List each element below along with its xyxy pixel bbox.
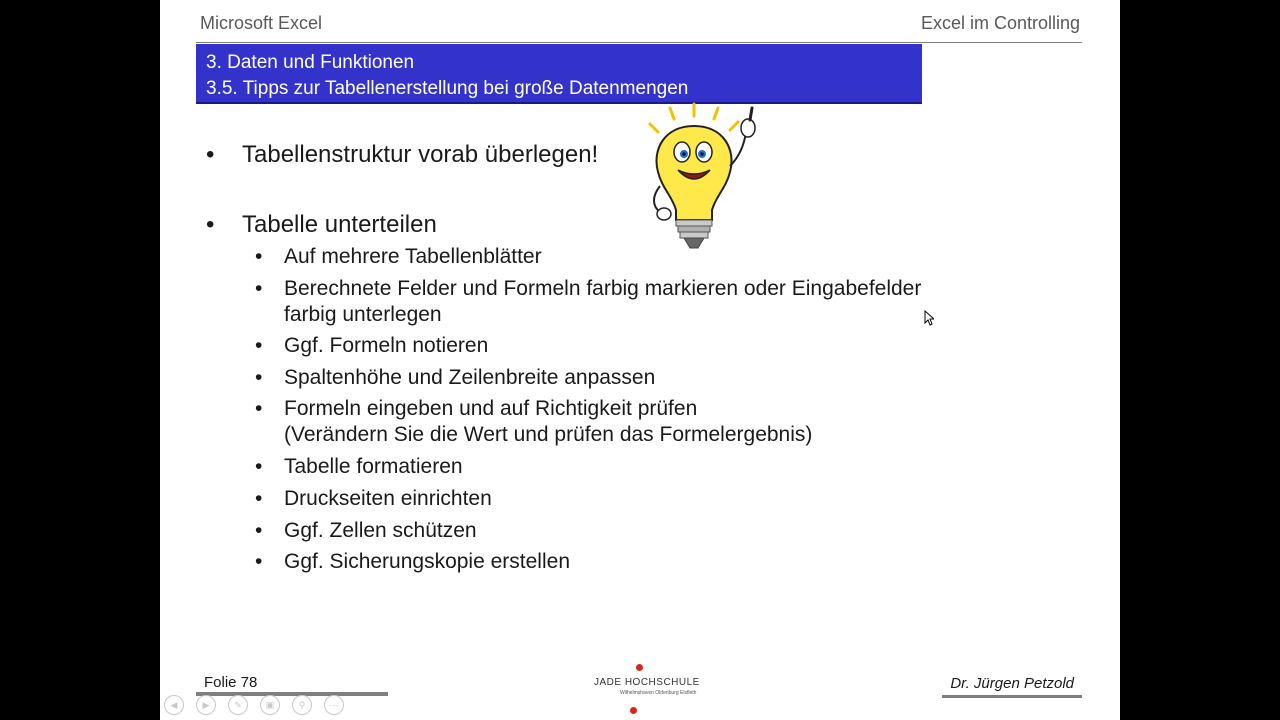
sub-bullet-text: Ggf. Formeln notieren: [284, 334, 489, 357]
slides-icon[interactable]: ▣: [260, 695, 280, 715]
header-right: Excel im Controlling: [920, 13, 1080, 33]
footer-left-divider: [196, 692, 388, 696]
bullet-dot: •: [255, 397, 263, 420]
bullet-dot: •: [255, 334, 263, 357]
header-divider: [196, 42, 1082, 43]
bullet-dot: •: [255, 366, 263, 389]
title-line-1: 3. Daten und Funktionen: [206, 52, 415, 73]
bullet-item-1: [206, 141, 599, 169]
header-left: Microsoft Excel: [200, 13, 323, 33]
bullet-dot: •: [255, 277, 263, 300]
sub-bullet-4: [255, 365, 656, 391]
author-name: Dr. Jürgen Petzold: [950, 675, 1074, 692]
footer-right-divider: [942, 695, 1082, 698]
title-line-2: 3.5. Tipps zur Tabellenerstellung bei große Datenmengen: [206, 78, 689, 99]
prev-icon[interactable]: ◀: [164, 695, 184, 715]
bullet-dot: •: [255, 519, 263, 542]
sub-bullet-text: Tabelle formatieren: [284, 455, 463, 478]
bullet-text: Tabelle unterteilen: [242, 211, 437, 238]
logo-dot: [636, 664, 643, 671]
pen-icon[interactable]: ✎: [228, 695, 248, 715]
bullet-dot: •: [255, 550, 263, 573]
zoom-icon[interactable]: ⚲: [292, 695, 312, 715]
sub-bullet-text: Ggf. Zellen schützen: [284, 519, 477, 542]
sub-bullet-text: Spaltenhöhe und Zeilenbreite anpassen: [284, 366, 656, 389]
sub-bullet-text: Ggf. Sicherungskopie erstellen: [284, 550, 570, 573]
bullet-dot: •: [255, 487, 263, 510]
sub-bullet-text: Berechnete Felder und Formeln farbig markieren oder Eingabefelder: [284, 277, 922, 300]
logo-subtext: Wilhelmshaven Oldenburg Elsfleth: [620, 690, 697, 696]
sub-bullet-text: Druckseiten einrichten: [284, 487, 492, 510]
bullet-dot: •: [206, 211, 215, 238]
sub-bullet-3: [255, 333, 489, 359]
bullet-dot: •: [255, 245, 263, 268]
sub-bullet-text: Formeln eingeben und auf Richtigkeit prüfen: [284, 397, 698, 420]
slide-number: Folie 78: [204, 674, 258, 691]
bullet-dot: •: [206, 141, 215, 168]
slide: [160, 0, 1120, 720]
sub-bullet-5: [255, 396, 813, 448]
bullet-dot: •: [255, 455, 263, 478]
sub-bullet-2: [255, 276, 922, 328]
sub-bullet-9: [255, 549, 570, 575]
sub-bullet-7: [255, 486, 492, 512]
mouse-pointer-icon: [924, 310, 934, 326]
logo-text: JADE HOCHSCHULE: [594, 677, 700, 688]
title-box: [196, 44, 922, 104]
next-icon[interactable]: ▶: [196, 695, 216, 715]
more-icon[interactable]: ⋯: [324, 695, 344, 715]
sub-bullet-1: [255, 244, 542, 270]
sub-bullet-text-cont: (Verändern Sie die Wert und prüfen das Formelergebnis): [284, 423, 813, 446]
bullet-item-2: [206, 211, 437, 239]
lightbulb-mascot-icon: [634, 102, 774, 262]
sub-bullet-text-cont: farbig unterlegen: [284, 303, 442, 326]
bullet-text: Tabellenstruktur vorab überlegen!: [242, 141, 599, 168]
sub-bullet-8: [255, 518, 477, 544]
sub-bullet-6: [255, 454, 463, 480]
jade-hochschule-logo: [590, 660, 710, 720]
logo-dot: [630, 707, 637, 714]
sub-bullet-text: Auf mehrere Tabellenblätter: [284, 245, 542, 268]
